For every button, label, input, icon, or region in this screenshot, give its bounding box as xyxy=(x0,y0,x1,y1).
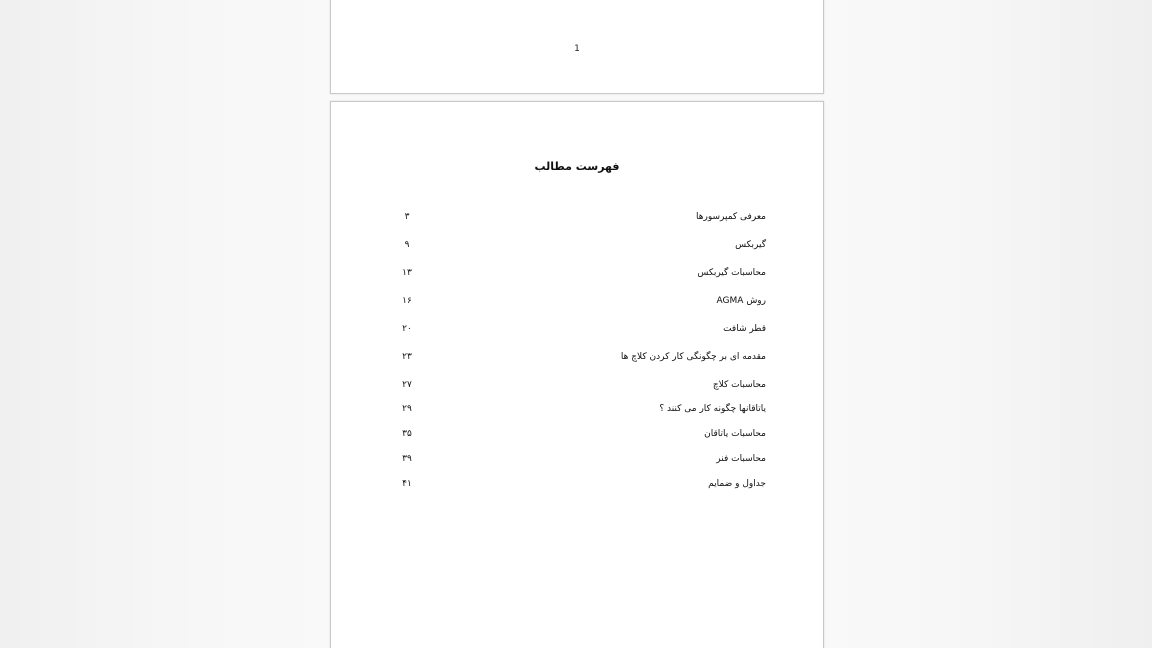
toc-entry-page: ۱۶ xyxy=(402,296,412,306)
toc-entry-label: محاسبات گیربکس xyxy=(697,268,766,278)
toc-entry xyxy=(391,240,766,254)
document-page-2 xyxy=(330,101,824,648)
toc-entry-page: ۴۱ xyxy=(402,479,412,489)
toc-entry xyxy=(391,479,766,493)
toc-entry-page: ۲۹ xyxy=(402,404,412,414)
toc-entry xyxy=(391,454,766,468)
toc-entry-page: ۳۹ xyxy=(402,454,412,464)
toc-entry-label: محاسبات کلاچ xyxy=(712,380,766,390)
toc-entry-page: ۲۰ xyxy=(402,324,412,334)
toc-entry xyxy=(391,296,766,310)
toc-entry-page: ۱۳ xyxy=(402,268,412,278)
toc-entry-label: جداول و ضمایم xyxy=(708,479,766,489)
toc-entry xyxy=(391,268,766,282)
toc-entry-label: یاتاقانها چگونه کار می کنند ؟ xyxy=(659,404,766,414)
toc-entry-label: محاسبات یاتاقان xyxy=(704,429,766,439)
toc-entry-label: قطر شافت xyxy=(723,324,766,334)
toc-entry xyxy=(391,352,766,366)
toc-entry xyxy=(391,212,766,226)
toc-entry xyxy=(391,404,766,418)
toc-entry xyxy=(391,429,766,443)
toc-entry-page: ۹ xyxy=(404,240,410,250)
toc-entry-page: ۳۵ xyxy=(402,429,412,439)
toc-entry-label: گیربکس xyxy=(735,240,766,250)
toc-entry-label: روش AGMA xyxy=(716,296,766,306)
toc-entry-page: ۲۳ xyxy=(402,352,412,362)
toc-entry xyxy=(391,380,766,394)
document-page-1 xyxy=(330,0,824,94)
toc-entry-label: معرفی کمپرسورها xyxy=(696,212,766,222)
toc-entry-page: ۳ xyxy=(404,212,410,222)
toc-entry-page: ۲۷ xyxy=(402,380,412,390)
toc-title: فهرست مطالب xyxy=(534,160,620,173)
toc-entry-label: محاسبات فنر xyxy=(716,454,766,464)
page-number: 1 xyxy=(574,44,580,54)
toc-entry xyxy=(391,324,766,338)
toc-entry-label: مقدمه ای بر چگونگی کار کردن کلاچ ها xyxy=(620,352,766,362)
